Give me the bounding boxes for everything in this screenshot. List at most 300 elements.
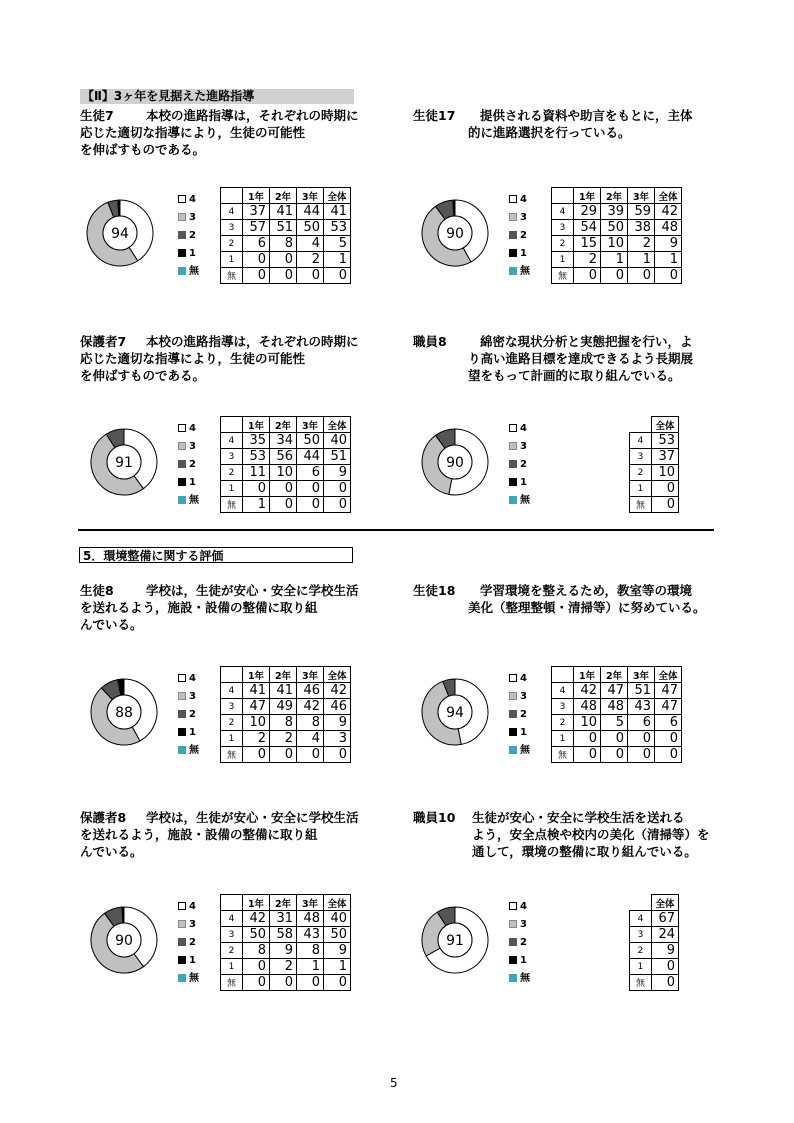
legend-item bbox=[178, 901, 196, 913]
legend-item bbox=[509, 691, 527, 703]
question-text bbox=[468, 333, 694, 384]
row-label: 2 bbox=[630, 465, 652, 481]
legend-swatch-icon bbox=[178, 442, 186, 450]
table-cell: 42 bbox=[324, 683, 351, 699]
legend-label: 3 bbox=[189, 691, 196, 702]
table-cell: 15 bbox=[574, 236, 601, 252]
row-label: 3 bbox=[552, 699, 574, 715]
table-cell: 57 bbox=[243, 220, 270, 236]
section-title-environment: 5．環境整備に関する評価 bbox=[79, 547, 353, 563]
column-header: 全体 bbox=[652, 417, 679, 433]
table-cell: 0 bbox=[270, 747, 297, 763]
table-row bbox=[221, 220, 351, 236]
legend-swatch-icon bbox=[509, 728, 517, 736]
legend-item bbox=[509, 194, 527, 206]
table-cell: 48 bbox=[655, 220, 682, 236]
question-line: 通して，環境の整備に取り組んでいる。 bbox=[472, 844, 697, 859]
table-header-row bbox=[630, 895, 679, 911]
legend-swatch-icon bbox=[509, 920, 517, 928]
table-cell: 48 bbox=[297, 911, 324, 927]
legend-label: 2 bbox=[520, 937, 527, 948]
column-header: 1年 bbox=[243, 188, 270, 204]
table-row bbox=[221, 699, 351, 715]
table-row bbox=[221, 943, 351, 959]
column-header: 2年 bbox=[270, 417, 297, 433]
table-cell: 0 bbox=[574, 731, 601, 747]
row-label: 無 bbox=[221, 747, 243, 763]
legend-swatch-icon bbox=[509, 496, 517, 504]
legend-item bbox=[509, 441, 527, 453]
table-row bbox=[552, 683, 682, 699]
table-cell: 50 bbox=[243, 927, 270, 943]
legend-item bbox=[509, 212, 527, 224]
table-cell: 0 bbox=[243, 747, 270, 763]
legend-label: 4 bbox=[189, 901, 196, 912]
row-label: 無 bbox=[630, 975, 652, 991]
table-row bbox=[221, 465, 351, 481]
table-cell: 59 bbox=[628, 204, 655, 220]
table-row bbox=[552, 268, 682, 284]
question-line: 望をもって計画的に取り組んでいる。 bbox=[468, 368, 681, 383]
legend-swatch-icon bbox=[178, 213, 186, 221]
donut-score: 91 bbox=[446, 933, 464, 949]
table-cell: 0 bbox=[243, 268, 270, 284]
question-line: 提供される資料や助言をもとに，主体 bbox=[480, 108, 693, 123]
legend-item bbox=[178, 955, 196, 967]
donut-chart bbox=[88, 904, 160, 976]
legend-item bbox=[178, 459, 196, 471]
table-cell: 0 bbox=[628, 268, 655, 284]
table-cell: 38 bbox=[628, 220, 655, 236]
table-cell: 0 bbox=[297, 268, 324, 284]
question-line: 応じた適切な指導により，生徒の可能性 bbox=[80, 351, 306, 366]
legend-swatch-icon bbox=[178, 460, 186, 468]
table-row bbox=[630, 497, 679, 513]
donut-chart bbox=[88, 426, 160, 498]
legend-label: 無 bbox=[189, 266, 199, 277]
legend-item bbox=[178, 212, 196, 224]
legend-item bbox=[178, 495, 199, 507]
table-row bbox=[552, 204, 682, 220]
legend-label: 無 bbox=[189, 973, 199, 984]
table-cell: 9 bbox=[324, 943, 351, 959]
table-cell: 48 bbox=[574, 699, 601, 715]
table-row bbox=[630, 465, 679, 481]
table-cell: 2 bbox=[270, 959, 297, 975]
table-cell: 3 bbox=[324, 731, 351, 747]
table-cell: 54 bbox=[574, 220, 601, 236]
section-title-career: 【Ⅱ】3ヶ年を見据えた進路指導 bbox=[80, 89, 354, 104]
row-label: 2 bbox=[221, 715, 243, 731]
question-line: んでいる。 bbox=[80, 844, 143, 859]
table-cell: 35 bbox=[243, 433, 270, 449]
row-label: 4 bbox=[221, 683, 243, 699]
table-cell: 0 bbox=[324, 747, 351, 763]
legend-label: 無 bbox=[520, 973, 530, 984]
legend-label: 3 bbox=[189, 212, 196, 223]
table-row bbox=[221, 975, 351, 991]
legend-swatch-icon bbox=[509, 424, 517, 432]
table-row bbox=[630, 975, 679, 991]
table-cell: 0 bbox=[655, 268, 682, 284]
table-cell: 6 bbox=[628, 715, 655, 731]
question-line: 美化（整理整頓・清掃等）に努めている。 bbox=[468, 600, 706, 615]
column-header: 全体 bbox=[324, 895, 351, 911]
legend-label: 4 bbox=[520, 194, 527, 205]
legend-item bbox=[509, 955, 527, 967]
table-cell: 8 bbox=[297, 943, 324, 959]
question-text bbox=[468, 582, 706, 616]
column-header: 2年 bbox=[601, 188, 628, 204]
question-line: を伸ばすものである。 bbox=[80, 142, 206, 157]
row-label: 1 bbox=[221, 252, 243, 268]
question-line: を伸ばすものである。 bbox=[80, 368, 206, 383]
legend-swatch-icon bbox=[178, 267, 186, 275]
row-label: 1 bbox=[552, 731, 574, 747]
row-label: 1 bbox=[630, 959, 652, 975]
table-row bbox=[221, 911, 351, 927]
table-cell: 29 bbox=[574, 204, 601, 220]
table-cell: 0 bbox=[628, 731, 655, 747]
table-row bbox=[221, 683, 351, 699]
table-row bbox=[221, 747, 351, 763]
table-cell: 2 bbox=[297, 252, 324, 268]
legend-item bbox=[178, 937, 196, 949]
legend-label: 無 bbox=[520, 266, 530, 277]
table-cell: 1 bbox=[297, 959, 324, 975]
question-line: 綿密な現状分析と実態把握を行い，よ bbox=[480, 334, 693, 349]
legend-label: 3 bbox=[520, 919, 527, 930]
table-cell: 40 bbox=[324, 433, 351, 449]
table-cell: 41 bbox=[324, 204, 351, 220]
table-cell: 10 bbox=[601, 236, 628, 252]
table-cell: 9 bbox=[270, 943, 297, 959]
legend-swatch-icon bbox=[178, 728, 186, 736]
results-table bbox=[629, 416, 679, 513]
row-label: 1 bbox=[552, 252, 574, 268]
legend-label: 無 bbox=[520, 745, 530, 756]
table-cell: 0 bbox=[601, 268, 628, 284]
legend-label: 1 bbox=[189, 248, 196, 259]
donut-score: 90 bbox=[446, 455, 464, 471]
row-label: 4 bbox=[630, 433, 652, 449]
donut-score: 90 bbox=[446, 226, 464, 242]
table-row bbox=[221, 449, 351, 465]
legend-swatch-icon bbox=[509, 460, 517, 468]
table-cell: 0 bbox=[601, 747, 628, 763]
row-label: 無 bbox=[221, 975, 243, 991]
results-table bbox=[629, 894, 679, 991]
table-cell: 42 bbox=[297, 699, 324, 715]
legend-label: 1 bbox=[520, 955, 527, 966]
table-cell: 2 bbox=[243, 731, 270, 747]
legend-label: 無 bbox=[520, 495, 530, 506]
legend-swatch-icon bbox=[509, 442, 517, 450]
table-header-row bbox=[221, 895, 351, 911]
table-cell: 0 bbox=[628, 747, 655, 763]
legend-item bbox=[178, 248, 196, 260]
table-row bbox=[630, 959, 679, 975]
table-corner bbox=[552, 667, 574, 683]
row-label: 3 bbox=[630, 449, 652, 465]
row-label: 4 bbox=[221, 433, 243, 449]
table-cell: 6 bbox=[243, 236, 270, 252]
column-header: 2年 bbox=[270, 667, 297, 683]
table-cell: 51 bbox=[628, 683, 655, 699]
legend-label: 4 bbox=[189, 673, 196, 684]
table-cell: 0 bbox=[655, 747, 682, 763]
table-cell: 40 bbox=[324, 911, 351, 927]
legend-label: 3 bbox=[520, 212, 527, 223]
row-label: 無 bbox=[552, 268, 574, 284]
legend-item bbox=[509, 937, 527, 949]
question-line: 学習環境を整えるため，教室等の環境 bbox=[480, 583, 693, 598]
table-cell: 53 bbox=[243, 449, 270, 465]
legend-swatch-icon bbox=[178, 249, 186, 257]
table-cell: 42 bbox=[655, 204, 682, 220]
table-cell: 9 bbox=[324, 465, 351, 481]
column-header: 1年 bbox=[243, 895, 270, 911]
legend-swatch-icon bbox=[509, 478, 517, 486]
table-cell: 1 bbox=[243, 497, 270, 513]
row-label: 2 bbox=[221, 236, 243, 252]
legend-item bbox=[509, 673, 527, 685]
question-line: 応じた適切な指導により，生徒の可能性 bbox=[80, 125, 306, 140]
legend-item bbox=[178, 709, 196, 721]
legend-swatch-icon bbox=[178, 424, 186, 432]
legend-item bbox=[178, 727, 196, 739]
question-number: 生徒7 bbox=[80, 108, 114, 123]
donut-chart bbox=[419, 904, 491, 976]
table-cell: 9 bbox=[652, 943, 679, 959]
question-line: 学校は，生徒が安心・安全に学校生活 bbox=[146, 583, 359, 598]
row-label: 2 bbox=[221, 465, 243, 481]
legend-label: 1 bbox=[520, 248, 527, 259]
table-cell: 0 bbox=[270, 252, 297, 268]
row-label: 無 bbox=[221, 497, 243, 513]
row-label: 3 bbox=[221, 449, 243, 465]
legend-item bbox=[509, 423, 527, 435]
table-cell: 42 bbox=[243, 911, 270, 927]
table-row bbox=[221, 433, 351, 449]
column-header: 1年 bbox=[243, 417, 270, 433]
table-corner bbox=[221, 188, 243, 204]
question-line: んでいる。 bbox=[80, 617, 143, 632]
legend-label: 3 bbox=[189, 919, 196, 930]
table-cell: 0 bbox=[324, 975, 351, 991]
table-cell: 47 bbox=[655, 683, 682, 699]
row-label: 2 bbox=[552, 236, 574, 252]
table-row bbox=[221, 268, 351, 284]
legend-label: 2 bbox=[189, 709, 196, 720]
legend-label: 2 bbox=[520, 459, 527, 470]
table-cell: 50 bbox=[601, 220, 628, 236]
question-line: を送れるよう，施設・設備の整備に取り組 bbox=[80, 827, 318, 842]
table-cell: 0 bbox=[297, 747, 324, 763]
row-label: 1 bbox=[221, 481, 243, 497]
donut-chart bbox=[419, 676, 491, 748]
column-header: 1年 bbox=[243, 667, 270, 683]
legend-label: 3 bbox=[520, 441, 527, 452]
question-number: 生徒17 bbox=[413, 108, 456, 123]
table-cell: 0 bbox=[655, 731, 682, 747]
legend-swatch-icon bbox=[509, 746, 517, 754]
table-cell: 0 bbox=[652, 497, 679, 513]
table-header-row bbox=[552, 188, 682, 204]
table-cell: 1 bbox=[628, 252, 655, 268]
table-row bbox=[552, 252, 682, 268]
table-row bbox=[221, 959, 351, 975]
column-header: 3年 bbox=[297, 417, 324, 433]
table-cell: 31 bbox=[270, 911, 297, 927]
section-divider bbox=[78, 529, 714, 531]
legend-label: 3 bbox=[189, 441, 196, 452]
donut-score: 94 bbox=[111, 226, 129, 242]
legend-swatch-icon bbox=[509, 956, 517, 964]
column-header: 2年 bbox=[270, 895, 297, 911]
table-corner bbox=[221, 417, 243, 433]
row-label: 1 bbox=[630, 481, 652, 497]
donut-chart bbox=[419, 426, 491, 498]
row-label: 3 bbox=[221, 220, 243, 236]
table-row bbox=[630, 911, 679, 927]
legend-swatch-icon bbox=[178, 478, 186, 486]
table-header-row bbox=[552, 667, 682, 683]
table-row bbox=[552, 747, 682, 763]
table-cell: 5 bbox=[324, 236, 351, 252]
table-cell: 51 bbox=[324, 449, 351, 465]
table-row bbox=[630, 481, 679, 497]
column-header: 3年 bbox=[297, 667, 324, 683]
legend-item bbox=[178, 194, 196, 206]
question-line: よう，安全点検や校内の美化（清掃等）を bbox=[472, 827, 710, 842]
table-cell: 39 bbox=[601, 204, 628, 220]
table-row bbox=[552, 731, 682, 747]
legend-swatch-icon bbox=[178, 956, 186, 964]
table-cell: 51 bbox=[270, 220, 297, 236]
table-cell: 0 bbox=[324, 268, 351, 284]
table-cell: 0 bbox=[324, 481, 351, 497]
row-label: 2 bbox=[552, 715, 574, 731]
legend-swatch-icon bbox=[178, 692, 186, 700]
legend-label: 1 bbox=[189, 727, 196, 738]
table-cell: 0 bbox=[324, 497, 351, 513]
table-cell: 10 bbox=[652, 465, 679, 481]
legend-label: 2 bbox=[189, 230, 196, 241]
row-label: 無 bbox=[630, 497, 652, 513]
table-row bbox=[221, 497, 351, 513]
question-number: 職員10 bbox=[413, 810, 456, 825]
legend-swatch-icon bbox=[509, 249, 517, 257]
table-cell: 10 bbox=[243, 715, 270, 731]
legend-swatch-icon bbox=[509, 674, 517, 682]
legend-swatch-icon bbox=[509, 974, 517, 982]
table-cell: 50 bbox=[297, 433, 324, 449]
table-cell: 0 bbox=[243, 959, 270, 975]
legend-item bbox=[509, 745, 530, 757]
column-header: 3年 bbox=[628, 667, 655, 683]
table-cell: 47 bbox=[601, 683, 628, 699]
table-cell: 0 bbox=[243, 975, 270, 991]
table-cell: 56 bbox=[270, 449, 297, 465]
column-header: 3年 bbox=[297, 188, 324, 204]
legend-swatch-icon bbox=[178, 974, 186, 982]
table-cell: 0 bbox=[652, 959, 679, 975]
row-label: 無 bbox=[552, 747, 574, 763]
column-header: 3年 bbox=[297, 895, 324, 911]
row-label: 1 bbox=[221, 731, 243, 747]
table-cell: 11 bbox=[243, 465, 270, 481]
question-number: 保護者8 bbox=[80, 810, 127, 825]
row-label: 4 bbox=[221, 204, 243, 220]
legend-label: 4 bbox=[520, 673, 527, 684]
question-line: を送れるよう，施設・設備の整備に取り組 bbox=[80, 600, 318, 615]
column-header: 全体 bbox=[652, 895, 679, 911]
row-label: 4 bbox=[221, 911, 243, 927]
question-number: 生徒8 bbox=[80, 583, 114, 598]
legend-item bbox=[509, 727, 527, 739]
legend-item bbox=[178, 919, 196, 931]
table-cell: 0 bbox=[297, 481, 324, 497]
legend-label: 1 bbox=[189, 955, 196, 966]
legend-item bbox=[178, 691, 196, 703]
table-row bbox=[221, 236, 351, 252]
row-label: 2 bbox=[221, 943, 243, 959]
table-cell: 0 bbox=[297, 497, 324, 513]
table-cell: 24 bbox=[652, 927, 679, 943]
legend-label: 2 bbox=[189, 937, 196, 948]
legend-label: 無 bbox=[189, 745, 199, 756]
column-header: 全体 bbox=[655, 667, 682, 683]
legend-label: 1 bbox=[520, 727, 527, 738]
table-cell: 0 bbox=[270, 497, 297, 513]
table-row bbox=[221, 481, 351, 497]
table-cell: 47 bbox=[243, 699, 270, 715]
table-cell: 5 bbox=[601, 715, 628, 731]
question-number: 職員8 bbox=[413, 334, 447, 349]
table-cell: 44 bbox=[297, 449, 324, 465]
table-cell: 47 bbox=[655, 699, 682, 715]
column-header: 全体 bbox=[324, 188, 351, 204]
legend-swatch-icon bbox=[178, 496, 186, 504]
table-row bbox=[630, 927, 679, 943]
table-cell: 0 bbox=[243, 481, 270, 497]
table-cell: 53 bbox=[652, 433, 679, 449]
question-line: 生徒が安心・安全に学校生活を送れる bbox=[472, 810, 685, 825]
question-line: 本校の進路指導は，それぞれの時期に bbox=[146, 334, 359, 349]
row-label: 1 bbox=[221, 959, 243, 975]
table-cell: 4 bbox=[297, 236, 324, 252]
table-cell: 0 bbox=[270, 481, 297, 497]
legend-item bbox=[509, 477, 527, 489]
table-cell: 10 bbox=[270, 465, 297, 481]
legend-label: 無 bbox=[189, 495, 199, 506]
table-row bbox=[221, 927, 351, 943]
column-header: 3年 bbox=[628, 188, 655, 204]
legend-item bbox=[178, 973, 199, 985]
legend-swatch-icon bbox=[509, 692, 517, 700]
legend-item bbox=[178, 423, 196, 435]
legend-swatch-icon bbox=[509, 710, 517, 718]
legend-swatch-icon bbox=[509, 938, 517, 946]
legend-item bbox=[509, 919, 527, 931]
table-cell: 43 bbox=[628, 699, 655, 715]
table-corner bbox=[221, 895, 243, 911]
table-cell: 49 bbox=[270, 699, 297, 715]
question-line: 的に進路選択を行っている。 bbox=[468, 125, 631, 140]
legend-swatch-icon bbox=[509, 231, 517, 239]
question-line: り高い進路目標を達成できるよう長期展 bbox=[468, 351, 694, 366]
